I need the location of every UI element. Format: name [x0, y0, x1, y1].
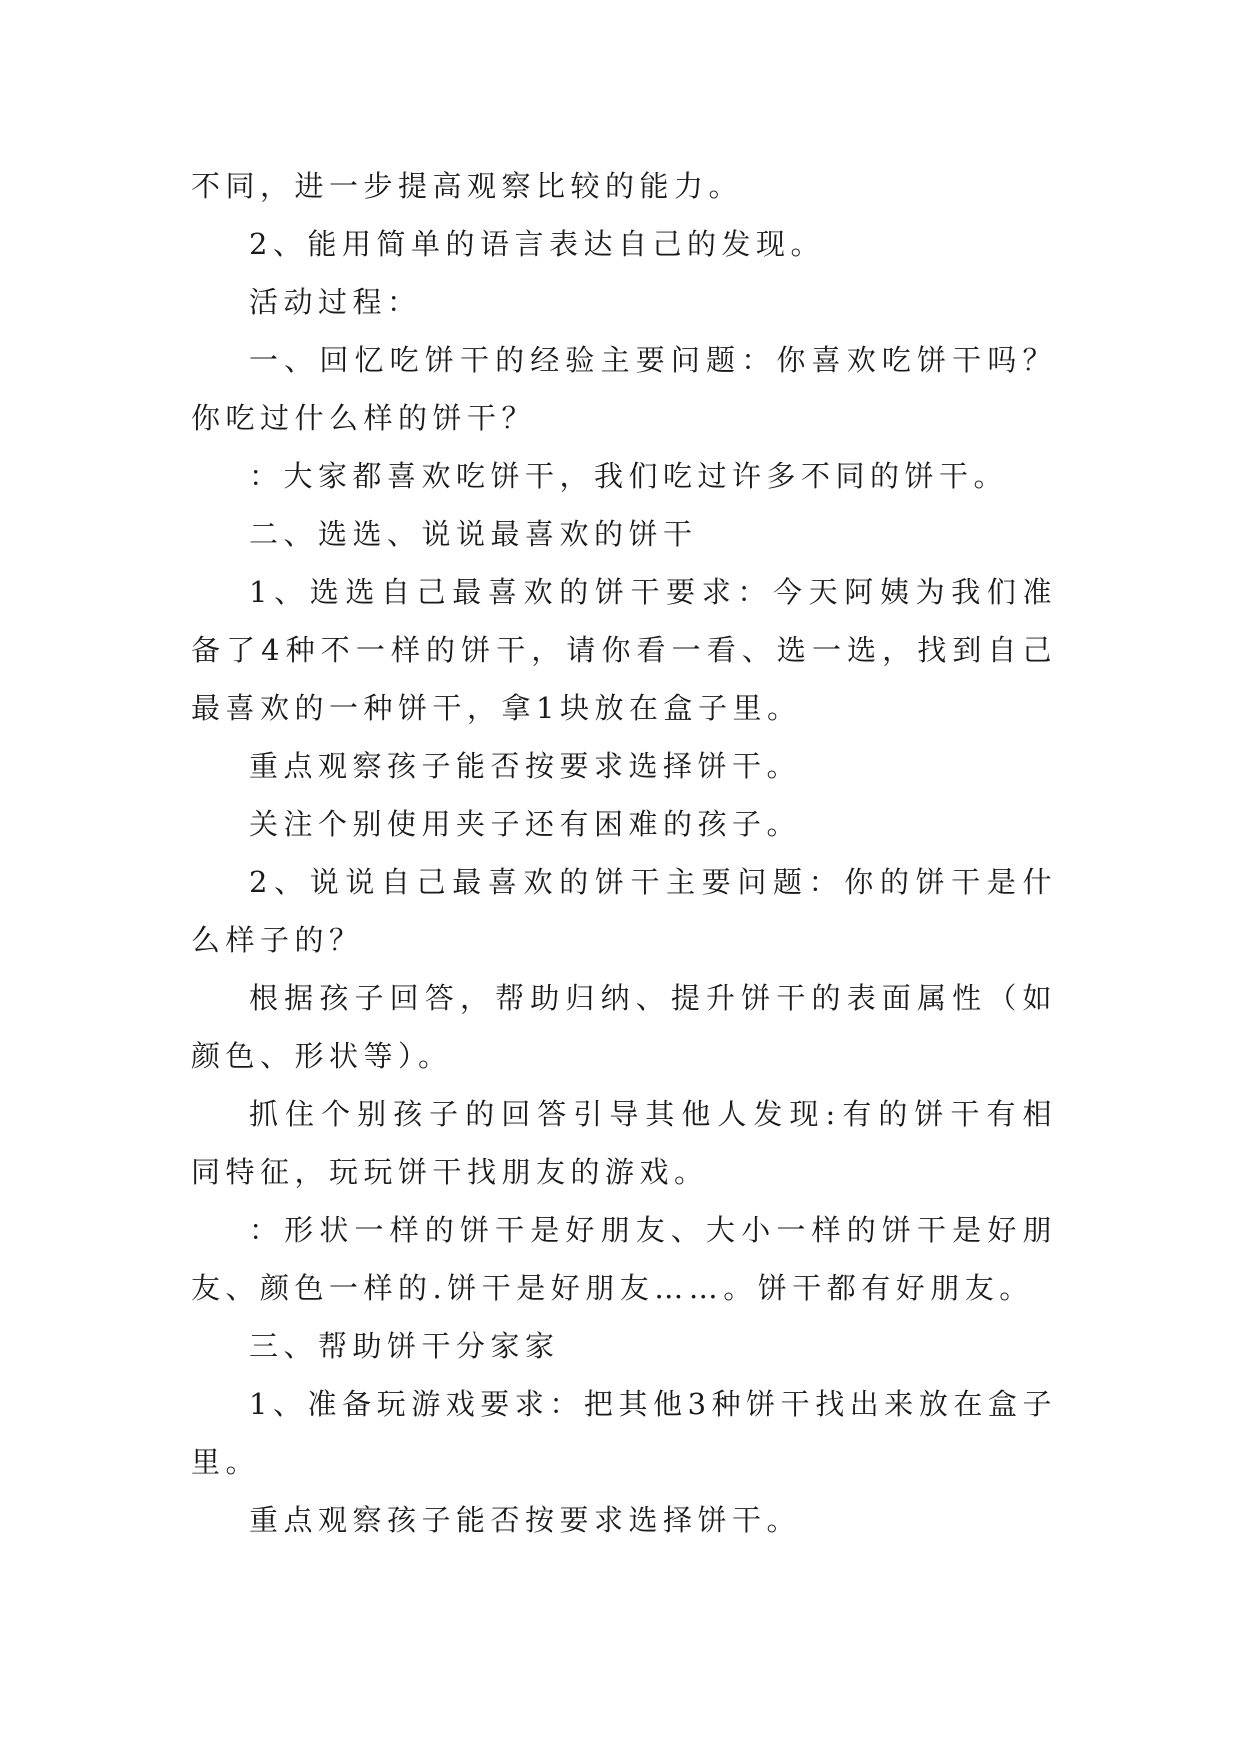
paragraph-section-3: 三、帮助饼干分家家 [249, 1329, 560, 1363]
paragraph-step-2-2: 2、说说自己最喜欢的饼干主要问题：你的饼干是什么样子的？ [191, 865, 1057, 957]
paragraph-process-heading: 活动过程： [249, 285, 422, 319]
document-body [191, 157, 1057, 1549]
paragraph-step-2-1: 1、选选自己最喜欢的饼干要求：今天阿姨为我们准备了4种不一样的饼干，请你看一看、选一选，找到自己最喜欢的一种饼干，拿1块放在盒子里。 [191, 575, 1057, 725]
paragraph-guide: 抓住个别孩子的回答引导其他人发现:有的饼干有相同特征，玩玩饼干找朋友的游戏。 [191, 1097, 1057, 1189]
paragraph-continuation: 不同，进一步提高观察比较的能力。 [191, 169, 744, 203]
paragraph-summarize: 根据孩子回答，帮助归纳、提升饼干的表面属性（如颜色、形状等）。 [191, 981, 1057, 1073]
paragraph-section-2: 二、选选、说说最喜欢的饼干 [249, 517, 698, 551]
paragraph-observe-1: 重点观察孩子能否按要求选择饼干。 [249, 749, 802, 783]
paragraph-attention: 关注个别使用夹子还有困难的孩子。 [249, 807, 802, 841]
paragraph-summary-1: ：大家都喜欢吃饼干，我们吃过许多不同的饼干。 [249, 459, 1009, 493]
paragraph-section-1: 一、回忆吃饼干的经验主要问题：你喜欢吃饼干吗？你吃过什么样的饼干？ [191, 343, 1057, 435]
paragraph-observe-2: 重点观察孩子能否按要求选择饼干。 [249, 1503, 802, 1537]
paragraph-step-3-1: 1、准备玩游戏要求：把其他3种饼干找出来放在盒子里。 [191, 1387, 1057, 1479]
paragraph-goal-2: 2、能用简单的语言表达自己的发现。 [249, 227, 825, 261]
paragraph-summary-2: ：形状一样的饼干是好朋友、大小一样的饼干是好朋友、颜色一样的.饼干是好朋友……。饼干都有好朋友。 [191, 1213, 1057, 1305]
